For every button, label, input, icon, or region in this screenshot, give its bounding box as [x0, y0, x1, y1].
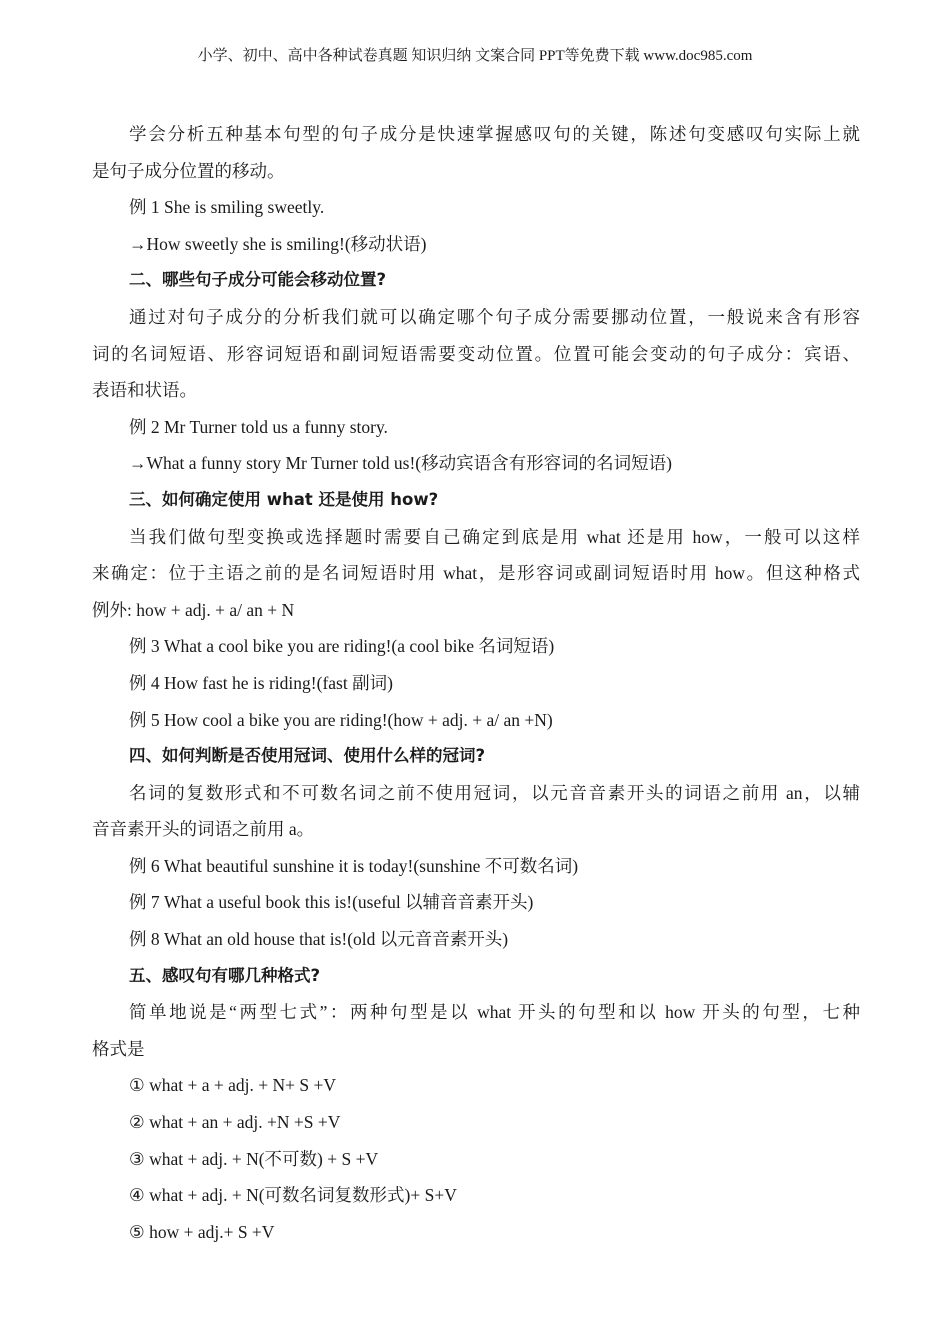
- example-line: 例 1 She is smiling sweetly.: [129, 197, 325, 218]
- page-header: 小学、初中、高中各种试卷真题 知识归纳 文案合同 PPT等免费下载 www.doc985.com: [197, 48, 753, 64]
- paragraph-line: 格式是: [92, 1038, 145, 1059]
- paragraph-line: 名词的复数形式和不可数名词之前不使用冠词，以元音音素开头的词语之前用 an，以辅: [129, 782, 860, 803]
- example-line: ④ what + adj. + N(可数名词复数形式)+ S+V: [129, 1185, 457, 1206]
- paragraph-line: 通过对句子成分的分析我们就可以确定哪个句子成分需要挪动位置，一般说来含有形容: [129, 306, 860, 327]
- paragraph-line: 当我们做句型变换或选择题时需要自己确定到底是用 what 还是用 how，一般可以这样: [129, 526, 860, 547]
- paragraph-line: 学会分析五种基本句型的句子成分是快速掌握感叹句的关键，陈述句变感叹句实际上就: [129, 124, 860, 144]
- example-line: ① what + a + adj. + N+ S +V: [129, 1075, 336, 1096]
- section-heading: 五、感叹句有哪几种格式?: [129, 965, 321, 985]
- paragraph-line: 表语和状语。: [92, 380, 197, 401]
- paragraph-line: 简单地说是“两型七式”：两种句型是以 what 开头的句型和以 how 开头的句型，七种: [129, 1002, 860, 1023]
- example-line: →How sweetly she is smiling!(移动状语): [129, 233, 427, 254]
- paragraph-line: 是句子成分位置的移动。: [92, 160, 285, 181]
- example-line: 例 3 What a cool bike you are riding!(a cool bike 名词短语): [129, 636, 555, 657]
- example-line: 例 2 Mr Turner told us a funny story.: [129, 416, 388, 437]
- example-line: ② what + an + adj. +N +S +V: [129, 1112, 341, 1133]
- example-line: →What a funny story Mr Turner told us!(移动宾语含有形容词的名词短语): [129, 453, 672, 474]
- paragraph-line: 例外: how + adj. + a/ an + N: [92, 599, 295, 620]
- example-line: ⑤ how + adj.+ S +V: [129, 1221, 275, 1242]
- example-line: 例 5 How cool a bike you are riding!(how + adj. + a/ an +N): [129, 709, 553, 730]
- paragraph-line: 词的名词短语、形容词短语和副词短语需要变动位置。位置可能会变动的句子成分：宾语、: [92, 343, 860, 364]
- example-line: ③ what + adj. + N(不可数) + S +V: [129, 1148, 379, 1169]
- paragraph-line: 来确定：位于主语之前的是名词短语时用 what，是形容词或副词短语时用 how。但这种格式: [92, 563, 860, 584]
- example-line: 例 8 What an old house that is!(old 以元音音素开头): [129, 929, 509, 950]
- example-line: 例 6 What beautiful sunshine it is today!(sunshine 不可数名词): [129, 855, 579, 876]
- section-heading: 二、哪些句子成分可能会移动位置?: [129, 270, 387, 290]
- example-line: 例 4 How fast he is riding!(fast 副词): [129, 672, 393, 693]
- section-heading: 三、如何确定使用 what 还是使用 how?: [129, 489, 439, 509]
- example-line: 例 7 What a useful book this is!(useful 以辅音音素开头): [129, 892, 534, 913]
- section-heading: 四、如何判断是否使用冠词、使用什么样的冠词?: [129, 746, 486, 766]
- paragraph-line: 音音素开头的词语之前用 a。: [92, 819, 315, 840]
- document-body: [92, 116, 860, 1250]
